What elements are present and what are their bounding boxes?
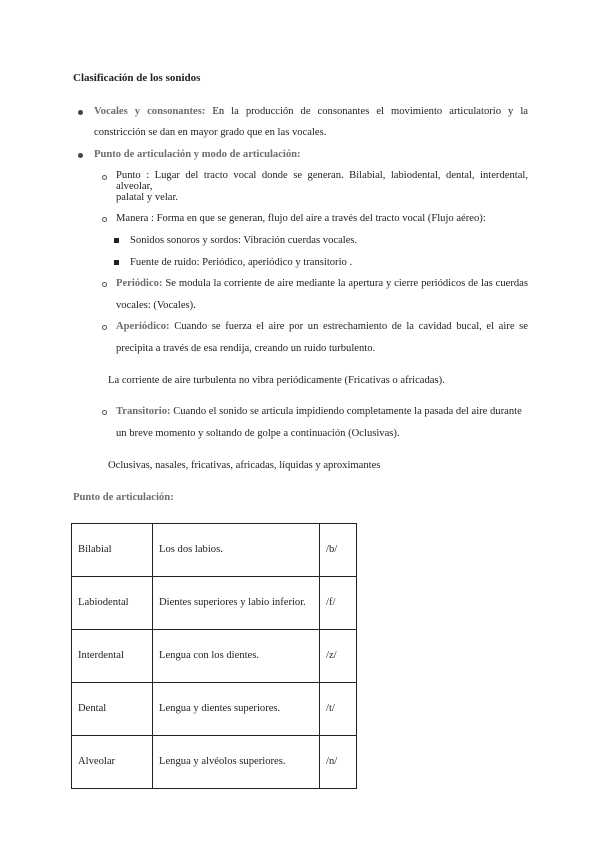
- phoneme-cell: /b/: [320, 524, 357, 577]
- place-cell: Dental: [72, 683, 153, 736]
- bullet-vocales-line1: [94, 107, 528, 118]
- manera-line1: Manera : Forma en que se generan, flujo del aire a través del tracto vocal (Flujo aéreo):: [116, 213, 486, 224]
- circle-bullet-icon: [102, 410, 107, 415]
- articulation-table: [71, 523, 357, 789]
- table-row: [72, 683, 357, 736]
- place-cell: Interdental: [72, 630, 153, 683]
- transitorio-text: Cuando el sonido se articula impidiendo completamente la pasada del aire durante: [173, 406, 522, 417]
- phoneme-cell: /t/: [320, 683, 357, 736]
- sub-item: Fuente de ruido: Periódico, aperiódico y transitorio .: [130, 257, 353, 268]
- periodico-line2: vocales: (Vocales).: [116, 300, 196, 311]
- place-cell: Bilabial: [72, 524, 153, 577]
- page-title: Clasificación de los sonidos: [73, 72, 201, 84]
- table-row: [72, 524, 357, 577]
- bullet-text: En la producción de consonantes el movimiento articulatorio y la: [212, 106, 528, 117]
- sub-item: Sonidos sonoros y sordos: Vibración cuerdas vocales.: [130, 235, 358, 246]
- transitorio-label: Transitorio:: [116, 406, 171, 417]
- aperiodico-label: Aperiódico:: [116, 321, 170, 332]
- paragraph: Oclusivas, nasales, fricativas, africadas, líquidas y aproximantes: [108, 460, 381, 471]
- organs-cell: Lengua y alvéolos superiores.: [153, 736, 320, 789]
- place-cell: Labiodental: [72, 577, 153, 630]
- periodico-text: Se modula la corriente de aire mediante la apertura y cierre periódicos de las cuerdas: [165, 278, 528, 289]
- phoneme-cell: /f/: [320, 577, 357, 630]
- table-row: [72, 630, 357, 683]
- circle-bullet-icon: [102, 325, 107, 330]
- place-cell: Alveolar: [72, 736, 153, 789]
- bullet-label: Vocales y consonantes:: [94, 106, 206, 117]
- organs-cell: Los dos labios.: [153, 524, 320, 577]
- circle-bullet-icon: [102, 175, 107, 180]
- transitorio-line1: [116, 407, 522, 418]
- bullet-icon: [78, 153, 83, 158]
- bullet-vocales-line2: constricción se dan en mayor grado que en las vocales.: [94, 127, 327, 138]
- aperiodico-line1: [116, 322, 528, 333]
- transitorio-line2: un breve momento y soltando de golpe a continuación (Oclusivas).: [116, 428, 400, 439]
- square-bullet-icon: [114, 238, 119, 243]
- circle-bullet-icon: [102, 282, 107, 287]
- square-bullet-icon: [114, 260, 119, 265]
- periodico-label: Periódico:: [116, 278, 163, 289]
- section-heading: Punto de articulación:: [73, 492, 174, 503]
- bullet-label: Punto de articulación y modo de articulación:: [94, 149, 301, 160]
- organs-cell: Dientes superiores y labio inferior.: [153, 577, 320, 630]
- circle-bullet-icon: [102, 217, 107, 222]
- table-row: [72, 577, 357, 630]
- periodico-line1: [116, 279, 528, 290]
- phoneme-cell: /z/: [320, 630, 357, 683]
- table-row: [72, 736, 357, 789]
- punto-line2: palatal y velar.: [116, 192, 179, 203]
- organs-cell: Lengua con los dientes.: [153, 630, 320, 683]
- phoneme-cell: /n/: [320, 736, 357, 789]
- organs-cell: Lengua y dientes superiores.: [153, 683, 320, 736]
- punto-line1: Punto : Lugar del tracto vocal donde se generan. Bilabial, labiodental, dental, interdental, alveolar,: [116, 170, 528, 192]
- aperiodico-line2: precipita a través de esa rendija, creando un ruido turbulento.: [116, 343, 376, 354]
- aperiodico-text: Cuando se fuerza el aire por un estrechamiento de la cavidad bucal, el aire se: [174, 321, 528, 332]
- bullet-icon: [78, 110, 83, 115]
- paragraph: La corriente de aire turbulenta no vibra periódicamente (Fricativas o africadas).: [108, 375, 445, 386]
